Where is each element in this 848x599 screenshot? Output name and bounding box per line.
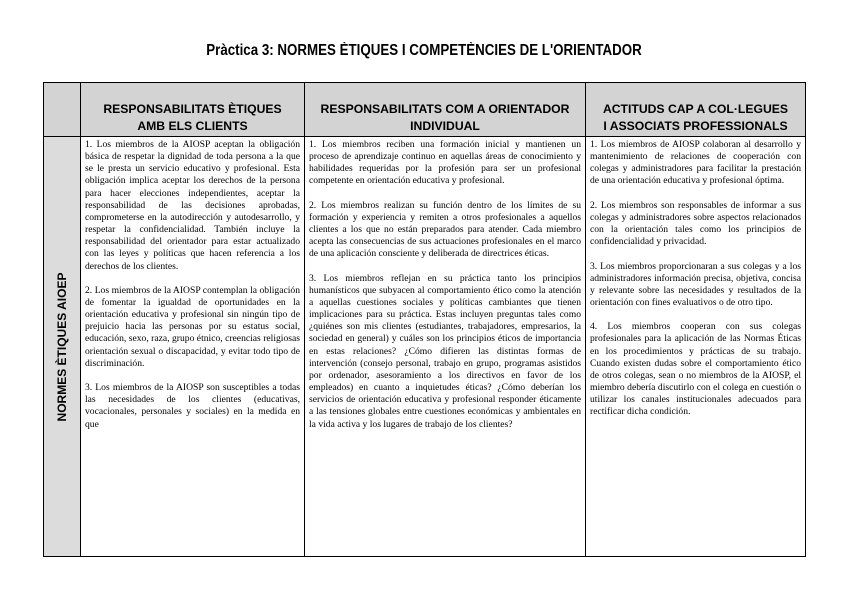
body-cell-colleagues <box>585 136 806 557</box>
paragraph: 2. Los miembros son responsables de informar a sus colegas y administradores sobre aspectos relacionados con la orientación tales como los principios de confidencialidad y privacidad. <box>590 199 801 248</box>
row-label: NORMES ÈTIQUES AIOEP <box>55 272 69 421</box>
header-responsibilities-individual <box>304 82 586 137</box>
paragraph: 3. Los miembros reflejan en su práctica tanto los principios humanísticos que subyacen al comportamiento ético como la atención a aquellas cuestiones sociales y políticas cambiantes que tienen implicaciones para su práctica. Estas incluyen preguntas tales como ¿quiénes son mis clientes (estudiantes, trabajadores, empresarios, la sociedad en general) y cuáles son los principios éticos de importancia en estas relaciones? ¿Cómo difieren las distintas formas de intervención (consejo personal, trabajo en grupo, programas asistidos por ordenador, asesoramiento a los directivos en favor de los empleados) en cuanto a inquietudes éticas? ¿Cómo deberían los servicios de orientación educativa y profesional responder éticamente a las tensiones globales entre cuestiones económicas y ambientales en la vida activa y los lugares de trabajo de los clientes? <box>309 272 581 430</box>
header-2-line-1: RESPONSABILITATS COM A ORIENTADOR <box>320 102 570 116</box>
body-cell-clients <box>80 136 305 557</box>
paragraph: 1. Los miembros reciben una formación inicial y mantienen un proceso de aprendizaje continuo en aquellas áreas de conocimiento y habilidades requeridas por la profesión para ser un profesional competente en orientación educativa y profesional. <box>309 139 581 187</box>
row-label-cell <box>43 136 81 557</box>
paragraph: 1. Los miembros de AIOSP colaboran al desarrollo y mantenimiento de relaciones de cooperación con colegas y administradores para facilitar la prestación de una orientación educativa y profesional óptima. <box>590 139 801 187</box>
header-1-line-1: RESPONSABILITATS ÈTIQUES <box>103 102 282 116</box>
ethics-table <box>43 82 806 557</box>
header-2-line-2: INDIVIDUAL <box>410 119 480 133</box>
body-cell-individual <box>304 136 586 557</box>
paragraph: 3. Los miembros de la AIOSP son susceptibles a todas las necesidades de los clientes (educativas, vocacionales, personales y sociales) en la medida en que <box>85 382 300 430</box>
paragraph: 1. Los miembros de la AIOSP aceptan la obligación básica de respetar la dignidad de toda persona a la que se le presta un servicio educativo y profesional. Esta obligación implica aceptar los derechos de la persona para hacer elecciones independientes, aceptar la responsabilidad de las decisiones aprobadas, comprometerse en la autodirección y autodesarrollo, y respetar la confidencialidad. También incluye la responsabilidad del orientador para estar actualizado con las leyes y políticas que hacen referencia a los derechos de los clientes. <box>85 139 300 272</box>
header-ethical-responsibilities-clients <box>80 82 305 137</box>
corner-cell <box>43 82 81 137</box>
header-attitudes-colleagues <box>585 82 806 137</box>
header-3-line-2: I ASSOCIATS PROFESSIONALS <box>603 119 788 133</box>
paragraph: 4. Los miembros cooperan con sus colegas profesionales para la aplicación de las Normas Éticas en los procedimientos y prácticas de su trabajo. Cuando existen dudas sobre el comportamiento ético de otros colegas, sean o no miembros de la AIOSP, el miembro debería discutirlo con el colega en cuestión o utilizar los canales institucionales adecuados para rectificar dicha condición. <box>590 321 801 418</box>
header-1-line-2: AMB ELS CLIENTS <box>137 119 248 133</box>
header-3-line-1: ACTITUDS CAP A COL·LEGUES <box>602 102 789 116</box>
paragraph: 2. Los miembros de la AIOSP contemplan la obligación de fomentar la igualdad de oportunidades en la orientación educativa y profesional sin ningún tipo de prejuicio hacia las personas por su estatus social, educación, sexo, raza, grupo étnico, creencias religiosas orientación sexual o discapacidad, y evitar todo tipo de discriminación. <box>85 284 300 369</box>
paragraph: 2. Los miembros realizan su función dentro de los límites de su formación y experiencia y remiten a otros profesionales a aquellos clientes a los que no están preparados para atender. Cada miembro acepta las consecuencias de sus actuaciones profesionales en el marco de una aplicación consciente y deliberada de directrices éticas. <box>309 199 581 260</box>
paragraph: 3. Los miembros proporcionaran a sus colegas y a los administradores información precisa, objetiva, concisa y relevante sobre las necesidades y resultados de la orientación con fines evaluativos o de otro tipo. <box>590 260 801 308</box>
page-title: Pràctica 3: NORMES ÈTIQUES I COMPETÈNCIES DE L'ORIENTADOR <box>206 42 642 59</box>
